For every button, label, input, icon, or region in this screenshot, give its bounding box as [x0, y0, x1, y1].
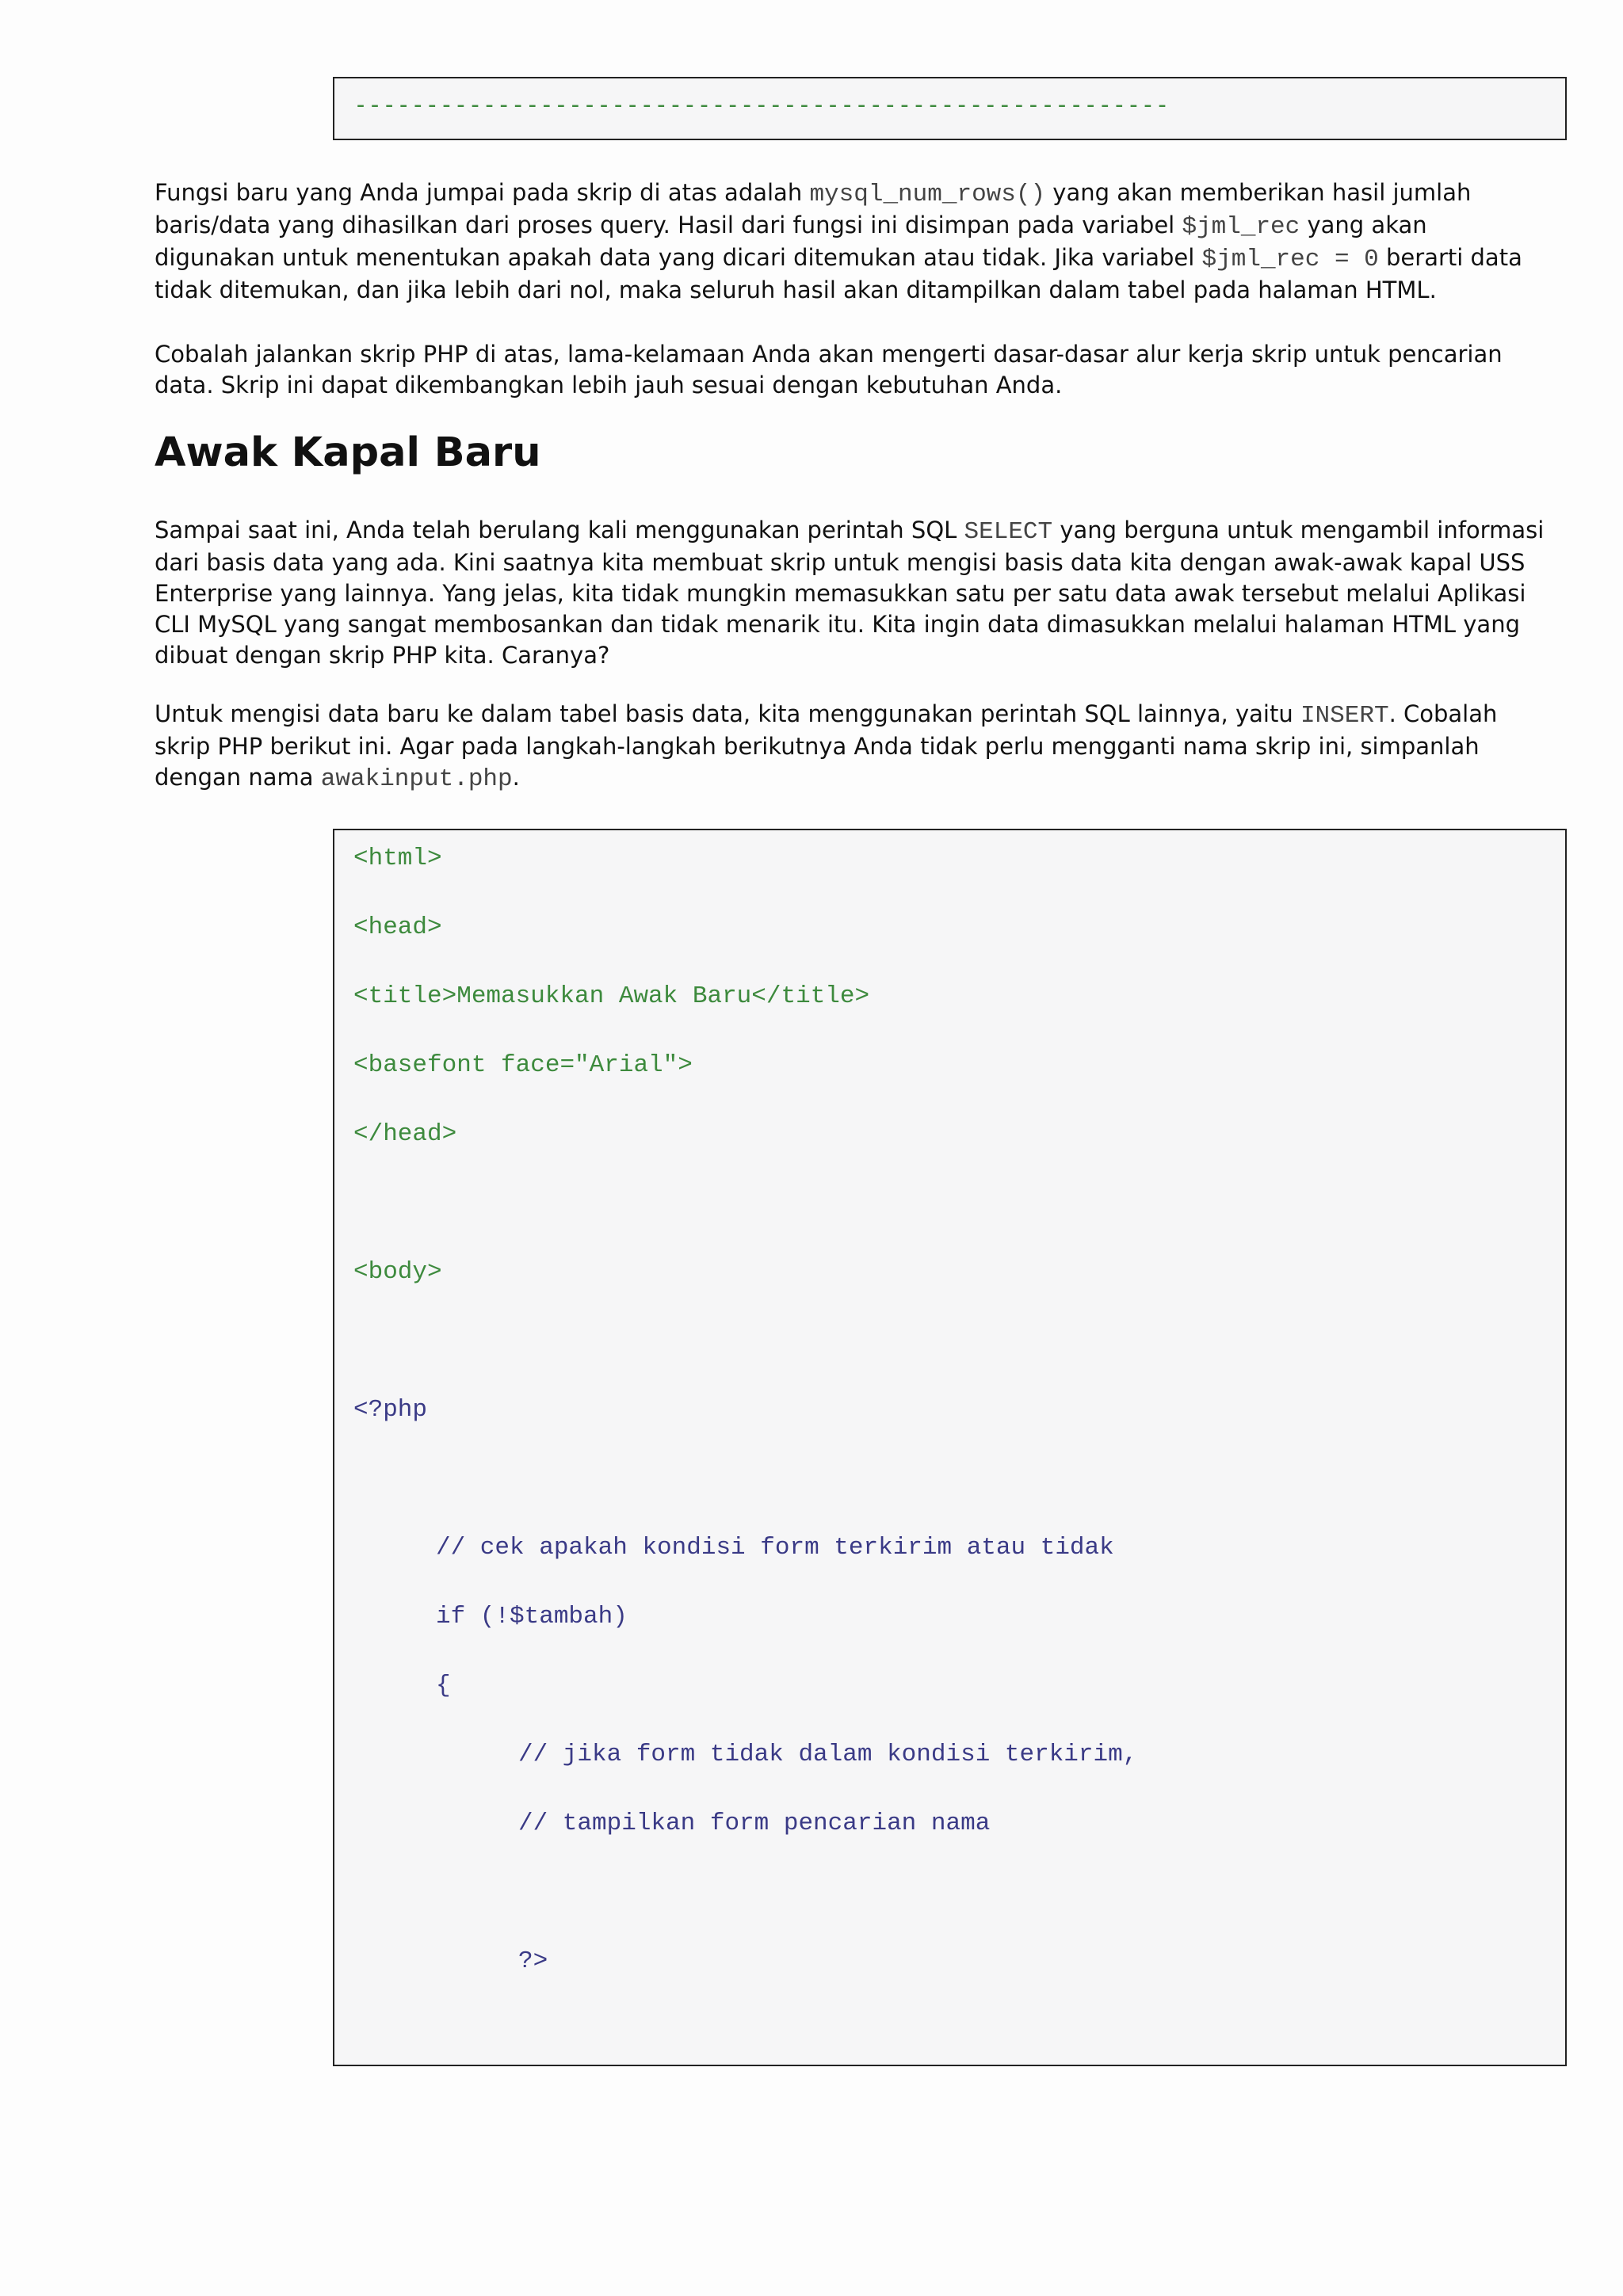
code-block-awakinput [333, 829, 1567, 2066]
code-block-top [333, 77, 1567, 140]
code-line: <basefont face="Arial"> [353, 1051, 693, 1079]
text-run: yang akan memberikan hasil jumlah baris/data yang dihasilkan dari proses query. Hasil dari fungsi ini disimpan pada variabel [155, 179, 1472, 238]
text-run: Fungsi baru yang Anda jumpai pada skrip di atas adalah [155, 179, 810, 206]
code-line: if (!$tambah) [436, 1603, 628, 1630]
text-run: Sampai saat ini, Anda telah berulang kali menggunakan perintah SQL [155, 517, 964, 543]
paragraph-select [155, 515, 1549, 671]
code-line: // tampilkan form pencarian nama [518, 1810, 991, 1837]
paragraph-mysql-num-rows [155, 177, 1549, 306]
code-line: <html> [353, 845, 442, 872]
code-line: // jika form tidak dalam kondisi terkirim, [518, 1741, 1138, 1768]
code-line: </head> [353, 1120, 457, 1148]
text-run: . [512, 764, 520, 791]
inline-code: INSERT [1300, 702, 1389, 730]
code-line: // cek apakah kondisi form terkirim atau tidak [436, 1534, 1114, 1562]
text-run: Untuk mengisi data baru ke dalam tabel basis data, kita menggunakan perintah SQL lainnya, yaitu [155, 700, 1300, 727]
code-line: <?php [353, 1396, 428, 1424]
inline-code: awakinput.php [320, 765, 513, 793]
text-run: . Cobalah skrip PHP berikut ini. Agar pada langkah-langkah berikutnya Anda tidak perlu mengganti nama skrip ini, simpanlah dengan nama [155, 700, 1498, 791]
code-line: ?> [518, 1947, 548, 1975]
inline-code: mysql_num_rows() [809, 181, 1046, 208]
code-line: { [436, 1672, 451, 1699]
code-line: <head> [353, 913, 442, 941]
inline-code: $jml_rec [1182, 213, 1300, 241]
inline-code: $jml_rec = 0 [1201, 246, 1379, 273]
section-heading: Awak Kapal Baru [155, 429, 541, 476]
text-run: yang akan digunakan untuk menentukan apakah data yang dicari ditemukan atau tidak. Jika variabel [155, 212, 1427, 271]
inline-code: SELECT [964, 518, 1053, 546]
code-line: <title>Memasukkan Awak Baru</title> [353, 982, 870, 1010]
code-line: <body> [353, 1258, 442, 1286]
paragraph-cobalah: Cobalah jalankan skrip PHP di atas, lama-kelamaan Anda akan mengerti dasar-dasar alur kerja skrip untuk pencarian data. Skrip ini dapat dikembangkan lebih jauh sesuai dengan kebutuhan Anda. [155, 341, 1503, 399]
text-run: yang berguna untuk mengambil informasi dari basis data yang ada. Kini saatnya kita membuat skrip untuk mengisi basis data kita dengan awak-awak kapal USS Enterprise yang lainnya. Yang jelas, kita tidak mungkin memasukkan satu per satu data awak tersebut melalui Aplikasi CLI MySQL yang sangat membosankan dan tidak menarik itu. Kita ingin data dimasukkan melalui halaman HTML yang dibuat dengan skrip PHP kita. Caranya? [155, 517, 1545, 669]
text-run: berarti data tidak ditemukan, dan jika lebih dari nol, maka seluruh hasil akan ditampilkan dalam tabel pada halaman HTML. [155, 244, 1522, 303]
code-line-dashes: --------------------------------------------------------- [353, 91, 1170, 119]
paragraph-insert [155, 699, 1549, 795]
